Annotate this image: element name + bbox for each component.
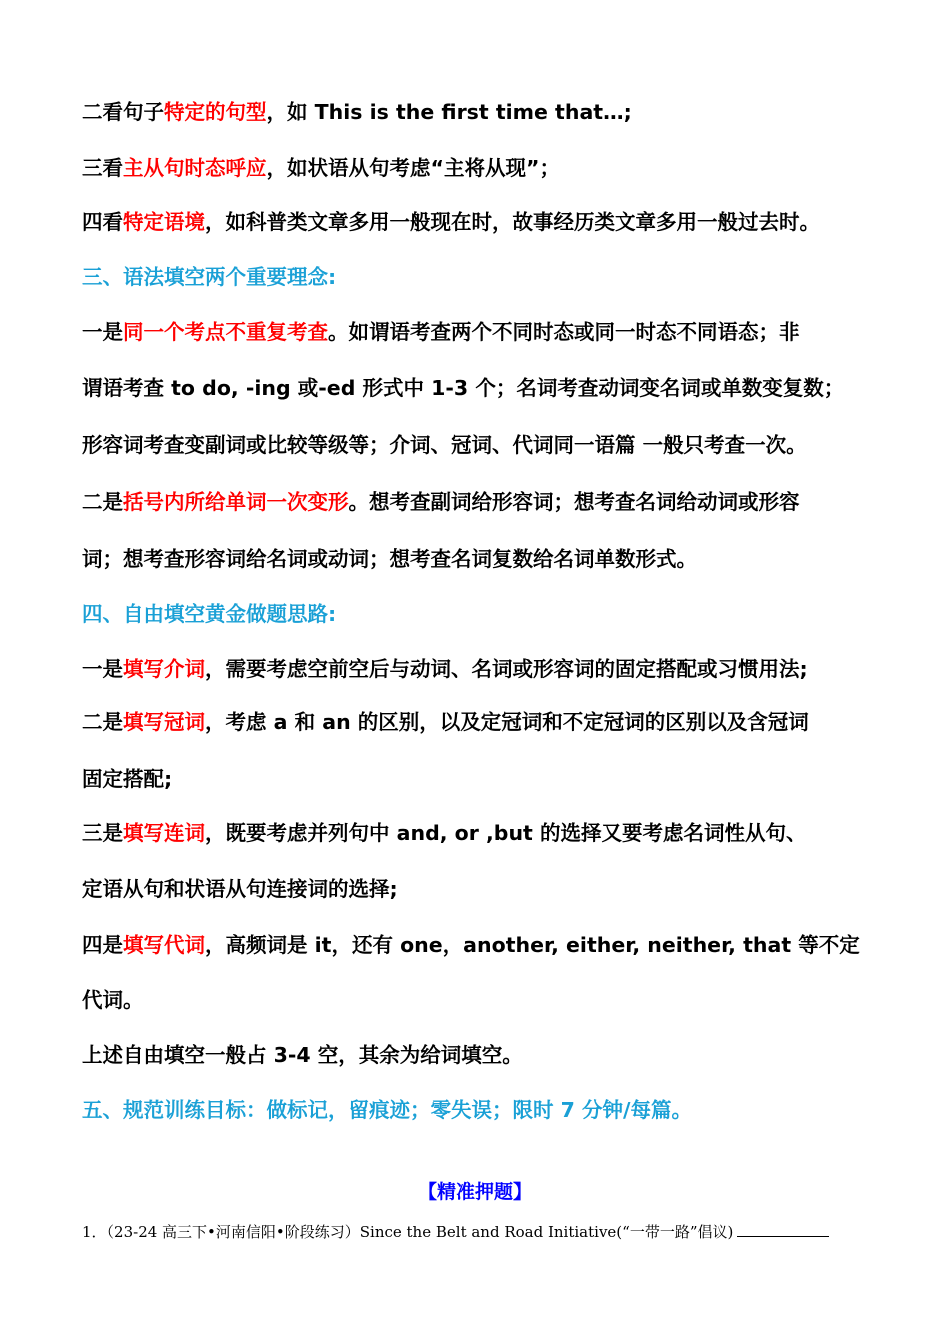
text-line: 词；想考查形容词给名词或动词；想考查名词复数给名词单数形式。: [82, 547, 697, 571]
emphasis-text: 同一个考点不重复考查: [123, 320, 328, 344]
emphasis-text: 括号内所给单词一次变形: [123, 490, 349, 514]
text-line: 四看特定语境，如科普类文章多用一般现在时，故事经历类文章多用一般过去时。: [82, 210, 820, 234]
emphasis-text: 填写代词: [123, 933, 205, 957]
emphasis-text: 特定语境: [123, 210, 205, 234]
section-title: 【精准押题】: [417, 1181, 532, 1203]
text-line: 定语从句和状语从句连接词的选择;: [82, 877, 398, 901]
text-line: 固定搭配;: [82, 767, 173, 791]
text-line: 二是填写冠词，考虑 a 和 an 的区别，以及定冠词和不定冠词的区别以及含冠词: [82, 710, 809, 734]
text-line: 形容词考查变副词或比较等级等；介词、冠词、代词同一语篇 一般只考查一次。: [82, 433, 807, 457]
text-line: 三是填写连词，既要考虑并列句中 and, or ,but 的选择又要考虑名词性从句、: [82, 821, 807, 845]
text-line: 二看句子特定的句型，如 This is the first time that…;: [82, 100, 632, 124]
emphasis-text: 填写连词: [123, 821, 205, 845]
emphasis-text: 特定的句型: [164, 100, 267, 124]
text-line: 一是同一个考点不重复考查。如谓语考查两个不同时态或同一时态不同语态；非: [82, 320, 800, 344]
section-heading: 四、自由填空黄金做题思路:: [82, 602, 337, 626]
section-heading: 五、规范训练目标：做标记，留痕迹；零失误；限时 7 分钟/每篇。: [82, 1098, 693, 1122]
question-item: [82, 1220, 829, 1244]
emphasis-text: 填写介词: [123, 657, 205, 681]
text-line: 上述自由填空一般占 3-4 空，其余为给词填空。: [82, 1043, 523, 1067]
text-line: 三看主从句时态呼应，如状语从句考虑“主将从现”；: [82, 156, 560, 180]
question-text: （23-24 高三下•河南信阳•阶段练习）Since the Belt and Road Initiative(“一带一路”倡议): [106, 1223, 734, 1241]
answer-blank[interactable]: [737, 1220, 829, 1237]
text-line: 谓语考查 to do, -ing 或-ed 形式中 1-3 个；名词考查动词变名词或单数变复数；: [82, 376, 845, 400]
section-heading: 三、语法填空两个重要理念:: [82, 265, 337, 289]
emphasis-text: 填写冠词: [123, 710, 205, 734]
question-number: 1．: [82, 1223, 107, 1241]
text-line: 四是填写代词，高频词是 it，还有 one，another, either, neither, that 等不定: [82, 933, 860, 957]
emphasis-text: 主从句时态呼应: [123, 156, 267, 180]
text-line: 二是括号内所给单词一次变形。想考查副词给形容词；想考查名词给动词或形容: [82, 490, 800, 514]
text-line: 一是填写介词，需要考虑空前空后与动词、名词或形容词的固定搭配或习惯用法;: [82, 657, 808, 681]
text-line: 代词。: [82, 988, 144, 1012]
